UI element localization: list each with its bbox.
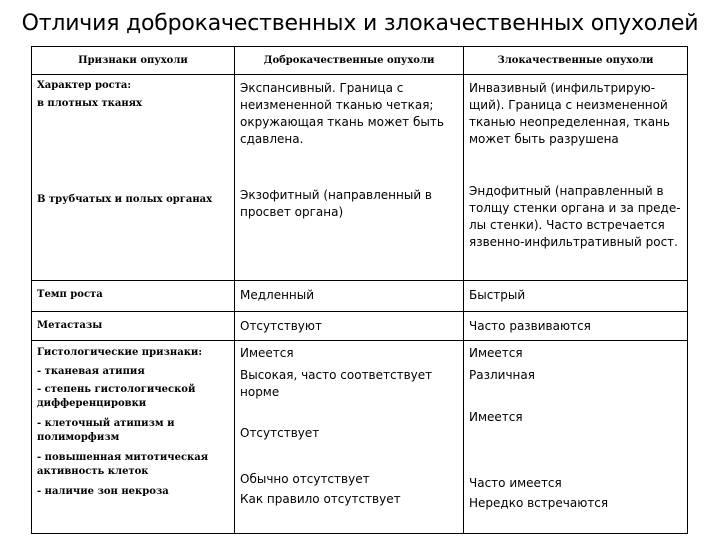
histology-item: - тканевая атипия: [37, 366, 145, 377]
rate-benign-cell: [235, 281, 464, 312]
page-title: Отличия доброкачественных и злокачественных опухолей: [21, 11, 699, 36]
growth-sub-dense: в плотных тканях: [37, 98, 143, 109]
growth-benign-cell: [235, 75, 464, 281]
growth-malignant-dense: Инвазивный (инфильтрирую-щий). Граница с неизмененной тканью неопределенная, ткань может быть разрушена: [469, 81, 670, 146]
growth-malignant-tubular: Эндофитный (направленный в толщу стенки органа и за преде-лы стенки). Часто встречается язвенно-инфильтративный рост.: [469, 184, 681, 249]
header-benign: Доброкачественные опухоли: [235, 47, 464, 75]
histology-benign-value: Отсутствует: [240, 426, 320, 440]
header-malignant: Злокачественные опухоли: [464, 47, 688, 75]
histology-item: - степень гистологической дифференцировки: [37, 384, 196, 409]
growth-label: Характер роста:: [37, 80, 132, 91]
table-row-growth: [32, 75, 688, 281]
metastases-malignant: Часто развиваются: [469, 319, 591, 333]
growth-label-cell: [32, 75, 235, 281]
growth-malignant-cell: [464, 75, 688, 281]
histology-benign-cell: [235, 341, 464, 534]
table-header-row: [32, 47, 688, 75]
metastases-benign-cell: [235, 312, 464, 341]
comparison-table: [31, 46, 688, 534]
metastases-malignant-cell: [464, 312, 688, 341]
histology-malignant-value: Часто имеется: [469, 476, 562, 490]
histology-malignant-cell: [464, 341, 688, 534]
growth-benign-tubular: Экзофитный (направленный в просвет органа): [240, 188, 433, 219]
histology-item: - повышенная митотическая активность клеток: [37, 452, 209, 477]
histology-benign-value: Как правило отсутствует: [240, 492, 401, 506]
histology-malignant-value: Имеется: [469, 346, 523, 360]
histology-malignant-value: Имеется: [469, 410, 523, 424]
metastases-label-cell: [32, 312, 235, 341]
metastases-benign: Отсутствуют: [240, 319, 322, 333]
table-row-rate: [32, 281, 688, 312]
histology-benign-value: Высокая, часто соответствует норме: [240, 368, 433, 399]
header-signs: Признаки опухоли: [32, 47, 235, 75]
rate-label-cell: [32, 281, 235, 312]
rate-malignant-cell: [464, 281, 688, 312]
rate-malignant: Быстрый: [469, 288, 526, 302]
histology-benign-value: Обычно отсутствует: [240, 472, 370, 486]
rate-label: Темп роста: [37, 289, 103, 300]
histology-item: - наличие зон некроза: [37, 486, 169, 497]
histology-benign-value: Имеется: [240, 346, 294, 360]
histology-malignant-value: Нередко встречаются: [469, 496, 609, 510]
rate-benign: Медленный: [240, 288, 315, 302]
table-row-metastases: [32, 312, 688, 341]
metastases-label: Метастазы: [37, 320, 103, 331]
table-row-histology: [32, 341, 688, 534]
growth-sub-tubular: В трубчатых и полых органах: [37, 194, 213, 205]
histology-malignant-value: Различная: [469, 368, 535, 382]
histology-label-cell: [32, 341, 235, 534]
histology-label: Гистологические признаки:: [37, 347, 203, 358]
growth-benign-dense: Экспансивный. Граница с неизмененной тканью четкая; окружающая ткань может быть сдавлена.: [240, 81, 444, 146]
histology-item: - клеточный атипизм и полиморфизм: [37, 418, 175, 443]
